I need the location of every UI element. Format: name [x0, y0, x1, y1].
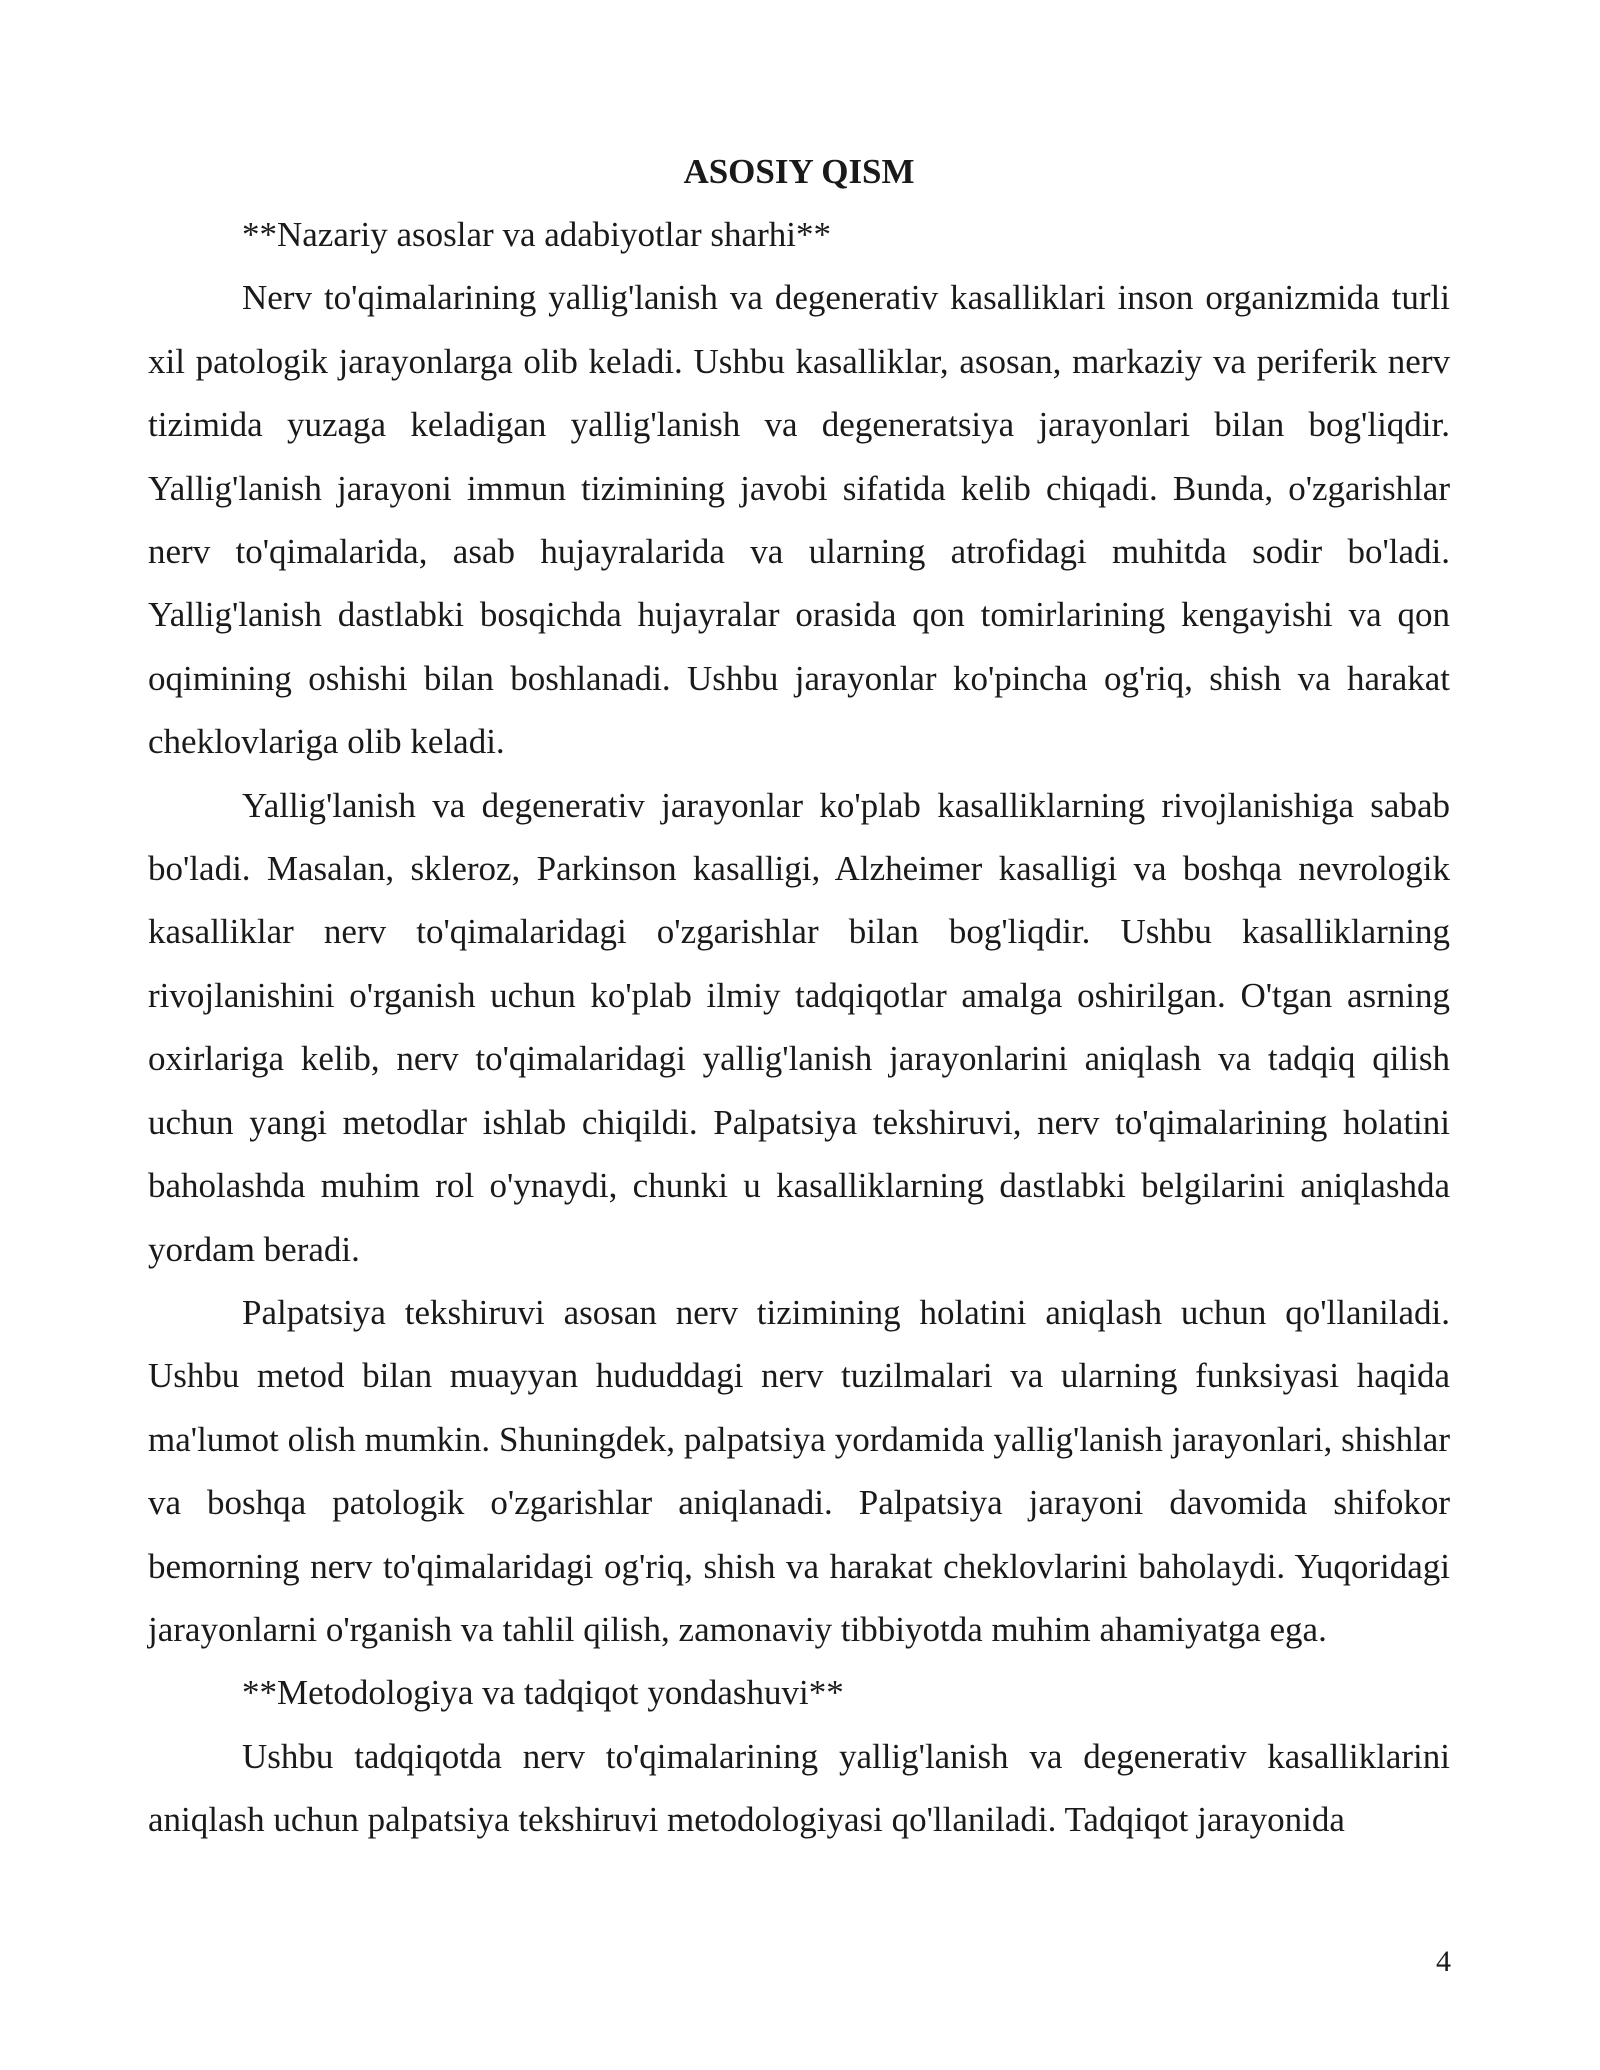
section-heading-nazariy: **Nazariy asoslar va adabiyotlar sharhi**: [242, 215, 831, 254]
paragraph-3: Palpatsiya tekshiruvi asosan nerv tizimining holatini aniqlash uchun qo'llaniladi. Ushbu metod bilan muayyan hududdagi nerv tuzilmalari va ularning funksiyasi haqida ma'lumot olish mumkin. Shuningdek, palpatsiya yordamida yallig'lanish jarayonlari, shishlar va boshqa patologik o'zgarishlar aniqlanadi. Palpatsiya jarayoni davomida shifokor bemorning nerv to'qimalaridagi og'riq, shish va harakat cheklovlarini baholaydi. Yuqoridagi jarayonlarni o'rganish va tahlil qilish, zamonaviy tibbiyotda muhim ahamiyatga ega.: [148, 1292, 1450, 1649]
paragraph-2: Yallig'lanish va degenerativ jarayonlar ko'plab kasalliklarning rivojlanishiga sabab bo'ladi. Masalan, skleroz, Parkinson kasalligi, Alzheimer kasalligi va boshqa nevrologik kasalliklar nerv to'qimalaridagi o'zgarishlar bilan bog'liqdir. Ushbu kasalliklarning rivojlanishini o'rganish uchun ko'plab ilmiy tadqiqotlar amalga oshirilgan. O'tgan asrning oxirlariga kelib, nerv to'qimalaridagi yallig'lanish jarayonlarini aniqlash va tadqiq qilish uchun yangi metodlar ishlab chiqildi. Palpatsiya tekshiruvi, nerv to'qimalarining holatini baholashda muhim rol o'ynaydi, chunki u kasalliklarning dastlabki belgilarini aniqlashda yordam beradi.: [148, 785, 1450, 1269]
page-number: 4: [1436, 1945, 1451, 1978]
document-page: [148, 140, 1450, 1852]
paragraph-1: Nerv to'qimalarining yallig'lanish va degenerativ kasalliklari inson organizmida turli xil patologik jarayonlarga olib keladi. Ushbu kasalliklar, asosan, markaziy va periferik nerv tizimida yuzaga keladigan yallig'lanish va degeneratsiya jarayonlari bilan bog'liqdir. Yallig'lanish jarayoni immun tizimining javobi sifatida kelib chiqadi. Bunda, o'zgarishlar nerv to'qimalarida, asab hujayralarida va ularning atrofidagi muhitda sodir bo'ladi. Yallig'lanish dastlabki bosqichda hujayralar orasida qon tomirlarining kengayishi va qon oqimining oshishi bilan boshlanadi. Ushbu jarayonlar ko'pincha og'riq, shish va harakat cheklovlariga olib keladi.: [148, 278, 1450, 762]
page-title: ASOSIY QISM: [683, 152, 915, 191]
paragraph-4: Ushbu tadqiqotda nerv to'qimalarining yallig'lanish va degenerativ kasalliklarini aniqlash uchun palpatsiya tekshiruvi metodologiyasi qo'llaniladi. Tadqiqot jarayonida: [148, 1736, 1450, 1840]
section-heading-metodologiya: **Metodologiya va tadqiqot yondashuvi**: [242, 1673, 844, 1713]
